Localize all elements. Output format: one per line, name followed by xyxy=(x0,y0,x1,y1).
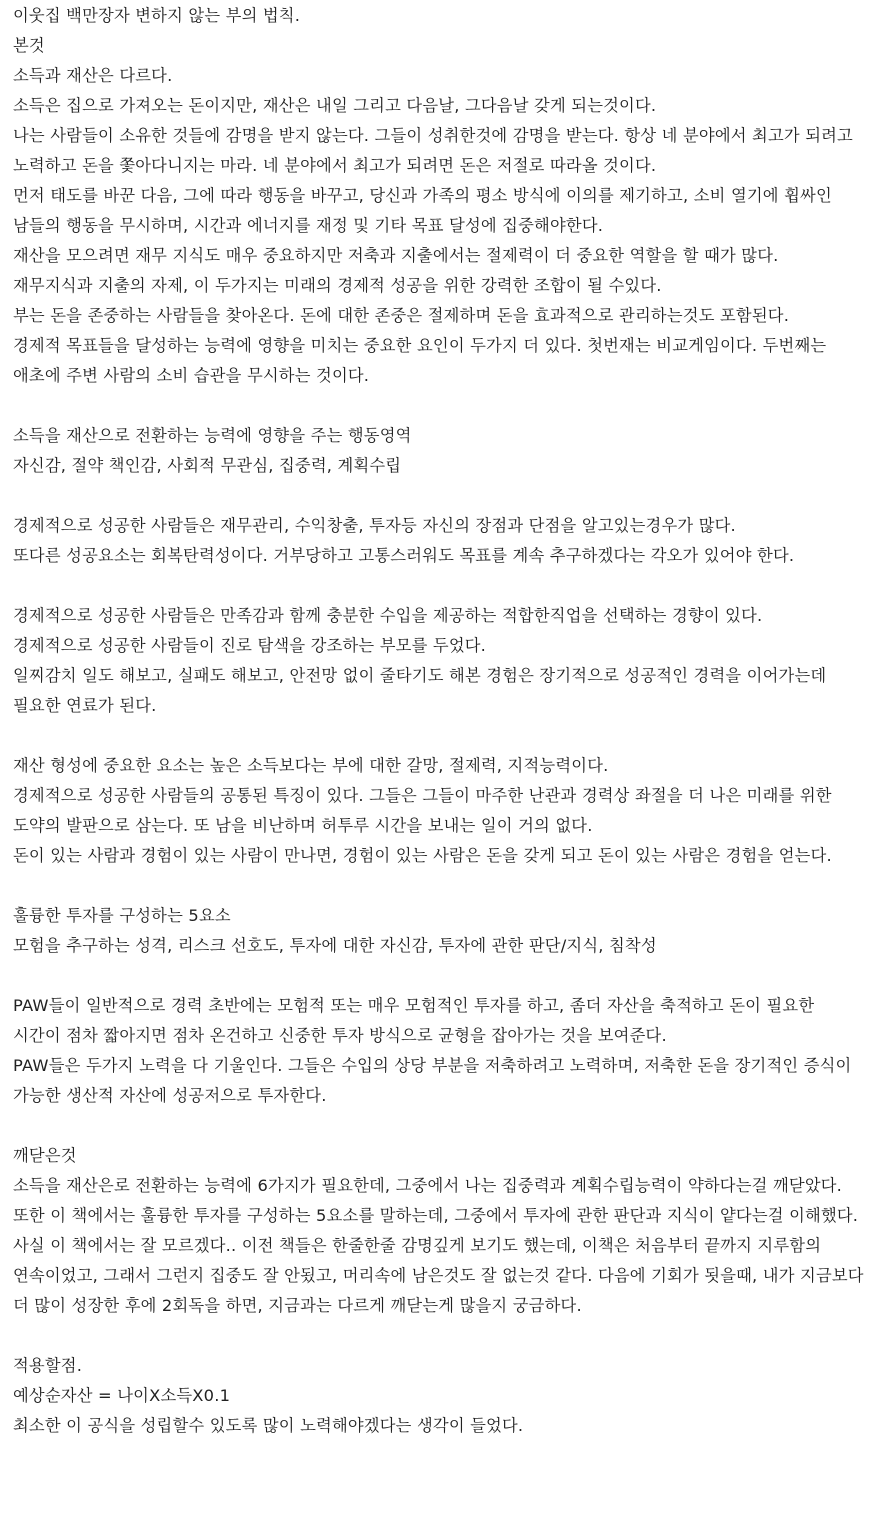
paragraph: 경제적으로 성공한 사람들의 공통된 특징이 있다. 그들은 그들이 마주한 난관과 경력상 좌절을 더 나은 미래를 위한 도약의 발판으로 삼는다. 또 남을 비난하며 허투루 시간을 보내는 일이 거의 없다. xyxy=(13,786,832,835)
paragraph: 재산을 모으려면 재무 지식도 매우 중요하지만 저축과 지출에서는 절제력이 더 중요한 역할을 할 때가 많다. xyxy=(13,246,779,265)
formula-line: 예상순자산 = 나이X소득X0.1 xyxy=(13,1386,231,1405)
section-heading-investment: 훌륭한 투자를 구성하는 5요소 xyxy=(13,906,231,925)
paragraph: 모험을 추구하는 성격, 리스크 선호도, 투자에 대한 자신감, 투자에 관한 판단/지식, 침착성 xyxy=(13,936,657,955)
paragraph: 소득을 재산은로 전환하는 능력에 6가지가 필요한데, 그중에서 나는 집중력과 계획수립능력이 약하다는걸 깨닫았다. xyxy=(13,1176,843,1195)
section-heading-notes: 본것 xyxy=(13,36,45,55)
blank-line xyxy=(13,571,865,601)
paragraph: 나는 사람들이 소유한 것들에 감명을 받지 않는다. 그들이 성취한것에 감명을 받는다. 항상 네 분야에서 최고가 되려고 노력하고 돈을 쫓아다니지는 마라. 네 분야에서 최고가 되려면 돈은 저절로 따라올 것이다. xyxy=(13,126,853,175)
paragraph: 경제적으로 성공한 사람들은 재무관리, 수익창출, 투자등 자신의 장점과 단점을 알고있는경우가 많다. xyxy=(13,516,736,535)
section-heading-apply: 적용할점. xyxy=(13,1356,83,1375)
blank-line xyxy=(13,1321,865,1351)
paragraph: 경제적으로 성공한 사람들이 진로 탐색을 강조하는 부모를 두었다. xyxy=(13,636,487,655)
paragraph: 또다른 성공요소는 회복탄력성이다. 거부당하고 고통스러워도 목표를 계속 추구하겠다는 각오가 있어야 한다. xyxy=(13,546,795,565)
paragraph: 경제적 목표들을 달성하는 능력에 영향을 미치는 중요한 요인이 두가지 더 있다. 첫번재는 비교게임이다. 두번째는 애초에 주변 사람의 소비 습관을 무시하는 것이다. xyxy=(13,336,827,385)
blank-line xyxy=(13,871,865,901)
paragraph: PAW들은 두가지 노력을 다 기울인다. 그들은 수입의 상당 부분을 저축하려고 노력하며, 저축한 돈을 장기적인 증식이 가능한 생산적 자산에 성공저으로 투자한다. xyxy=(13,1056,852,1105)
paragraph: 자신감, 절약 책인감, 사회적 무관심, 집중력, 계획수립 xyxy=(13,456,402,475)
blank-line xyxy=(13,391,865,421)
document-title: 이웃집 백만장자 변하지 않는 부의 법칙. xyxy=(13,6,301,25)
paragraph: 최소한 이 공식을 성립할수 있도록 많이 노력해야겠다는 생각이 들었다. xyxy=(13,1416,524,1435)
section-heading-behavior: 소득을 재산으로 전환하는 능력에 영향을 주는 행동영역 xyxy=(13,426,412,445)
paragraph: 일찌감치 일도 해보고, 실패도 해보고, 안전망 없이 줄타기도 해본 경험은 장기적으로 성공적인 경력을 이어가는데 필요한 연료가 된다. xyxy=(13,666,827,715)
paragraph: 경제적으로 성공한 사람들은 만족감과 함께 충분한 수입을 제공하는 적합한직업을 선택하는 경향이 있다. xyxy=(13,606,763,625)
paragraph: 소득과 재산은 다르다. xyxy=(13,66,173,85)
paragraph: 먼저 태도를 바꾼 다음, 그에 따라 행동을 바꾸고, 당신과 가족의 평소 방식에 이의를 제기하고, 소비 열기에 휩싸인 남들의 행동을 무시하며, 시간과 에너지를 재정 및 기타 목표 달성에 집중해야한다. xyxy=(13,186,832,235)
paragraph: 사실 이 책에서는 잘 모르겠다.. 이전 책들은 한줄한줄 감명깊게 보기도 했는데, 이책은 처음부터 끝까지 지루함의 연속이었고, 그래서 그런지 집중도 잘 안됬고, 머리속에 남은것도 잘 없는것 같다. 다음에 기회가 됫을때, 내가 지금보다 더 많이 성장한 후에 2회독을 하면, 지금과는 다르게 깨닫는게 많을지 궁금하다. xyxy=(13,1236,864,1315)
paragraph: 재무지식과 지출의 자제, 이 두가지는 미래의 경제적 성공을 위한 강력한 조합이 될 수있다. xyxy=(13,276,662,295)
paragraph: 또한 이 책에서는 훌륭한 투자를 구성하는 5요소를 말하는데, 그중에서 투자에 관한 판단과 지식이 얕다는걸 이해했다. xyxy=(13,1206,859,1225)
paragraph: PAW들이 일반적으로 경력 초반에는 모험적 또는 매우 모험적인 투자를 하고, 좀더 자산을 축적하고 돈이 필요한 시간이 점차 짧아지면 점차 온건하고 신중한 투자 방식으로 균형을 잡아가는 것을 보여준다. xyxy=(13,996,815,1045)
paragraph: 부는 돈을 존중하는 사람들을 찾아온다. 돈에 대한 존중은 절제하며 돈을 효과적으로 관리하는것도 포함된다. xyxy=(13,306,790,325)
paragraph: 소득은 집으로 가져오는 돈이지만, 재산은 내일 그리고 다음날, 그다음날 갖게 되는것이다. xyxy=(13,96,657,115)
blank-line xyxy=(13,961,865,991)
blank-line xyxy=(13,481,865,511)
blank-line xyxy=(13,721,865,751)
blank-line xyxy=(13,1111,865,1141)
paragraph: 재산 형성에 중요한 요소는 높은 소득보다는 부에 대한 갈망, 절제력, 지적능력이다. xyxy=(13,756,609,775)
paragraph: 돈이 있는 사람과 경험이 있는 사람이 만나면, 경험이 있는 사람은 돈을 갖게 되고 돈이 있는 사람은 경험을 얻는다. xyxy=(13,846,832,865)
section-heading-realized: 깨닫은것 xyxy=(13,1146,77,1165)
